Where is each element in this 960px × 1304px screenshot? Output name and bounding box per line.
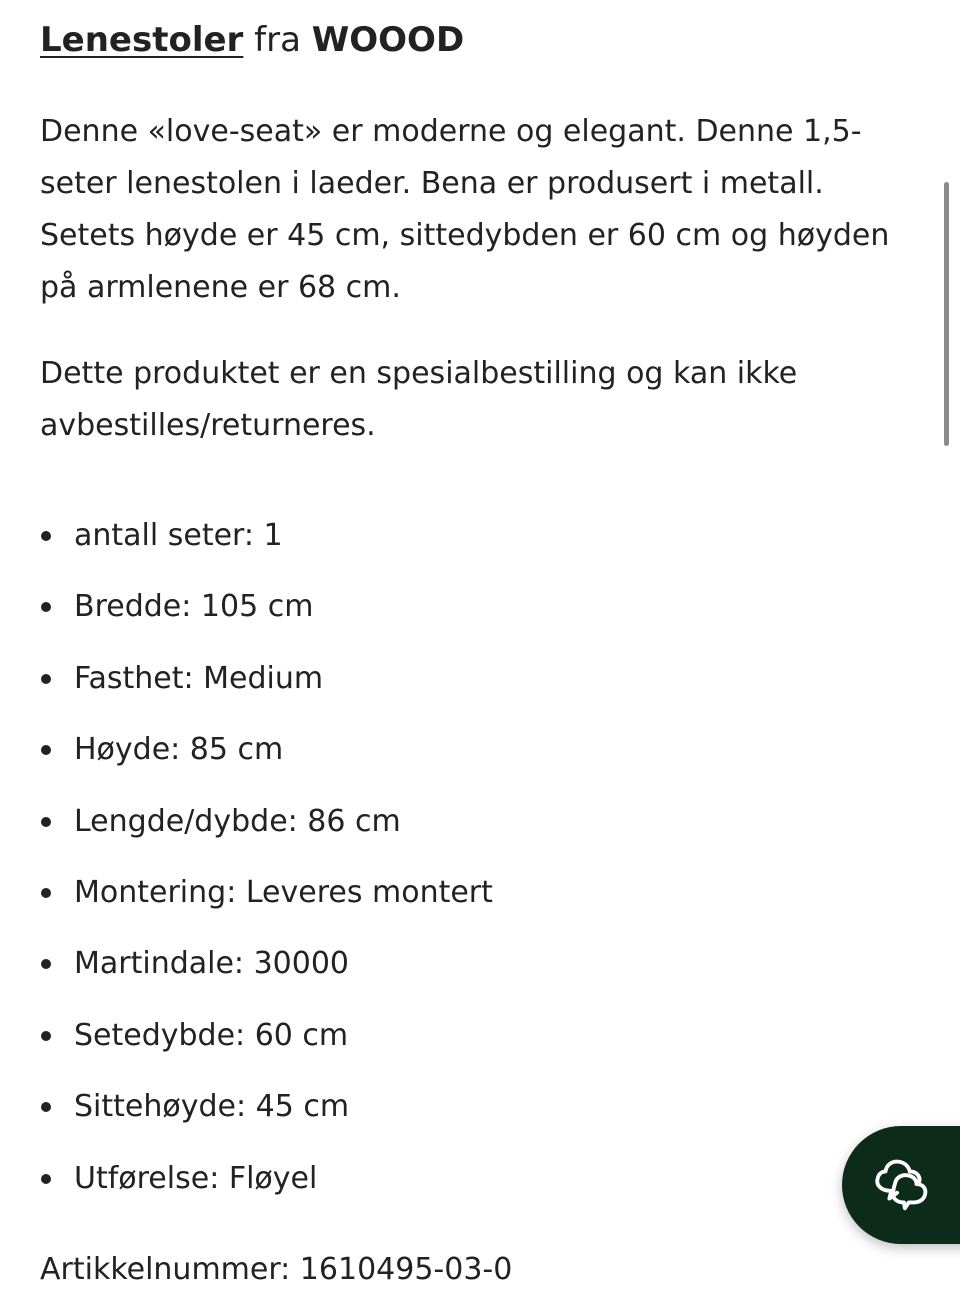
bullet-icon	[41, 888, 51, 898]
bullet-icon	[41, 745, 51, 755]
product-title	[40, 14, 464, 66]
spec-text: Utførelse: Fløyel	[74, 1160, 318, 1196]
spec-item	[40, 571, 840, 642]
bullet-icon	[41, 602, 51, 612]
spec-text: antall seter: 1	[74, 518, 283, 553]
spec-item	[40, 714, 840, 785]
bullet-icon	[41, 959, 51, 969]
spec-text: Setedybde: 60 cm	[74, 1017, 349, 1053]
spec-text: Lengde/dybde: 86 cm	[74, 803, 401, 839]
spec-text: Høyde: 85 cm	[74, 732, 284, 768]
spec-item	[40, 928, 840, 999]
bullet-icon	[41, 1102, 51, 1112]
spec-text: Fasthet: Medium	[74, 660, 324, 696]
spec-text: Martindale: 30000	[74, 946, 350, 982]
bullet-icon	[41, 531, 51, 541]
spec-text: Bredde: 105 cm	[74, 589, 314, 625]
spec-item	[40, 786, 840, 857]
title-connector: fra	[254, 20, 301, 60]
category-link[interactable]: Lenestoler	[40, 20, 244, 60]
special-order-notice: Dette produktet er en spesialbestilling og kan ikke avbestilles/returneres.	[40, 356, 798, 443]
spec-text: Sittehøyde: 45 cm	[74, 1089, 350, 1125]
spec-item	[40, 1071, 840, 1142]
spec-item	[40, 857, 840, 928]
bullet-icon	[41, 1031, 51, 1041]
spec-text: Montering: Leveres montert	[74, 874, 493, 910]
chat-button[interactable]	[842, 1126, 960, 1244]
spec-item	[40, 643, 840, 714]
article-number: Artikkelnummer: 1610495-03-0	[40, 1252, 513, 1287]
brand-name: WOOOD	[311, 20, 465, 60]
spec-item	[40, 1143, 840, 1214]
bullet-icon	[41, 1174, 51, 1184]
spec-item	[40, 1000, 840, 1071]
bullet-icon	[41, 674, 51, 684]
specification-list	[40, 500, 840, 1214]
chat-bubbles-icon	[870, 1154, 932, 1216]
bullet-icon	[41, 817, 51, 827]
description-paragraph: Denne «love-seat» er moderne og elegant. Denne 1,5-seter lenestolen i laeder. Bena er produsert i metall. Setets høyde er 45 cm, sittedybden er 60 cm og høyden på armlenene er 68 cm.	[40, 114, 890, 305]
page-scrollbar[interactable]	[944, 182, 949, 446]
spec-item	[40, 500, 840, 571]
